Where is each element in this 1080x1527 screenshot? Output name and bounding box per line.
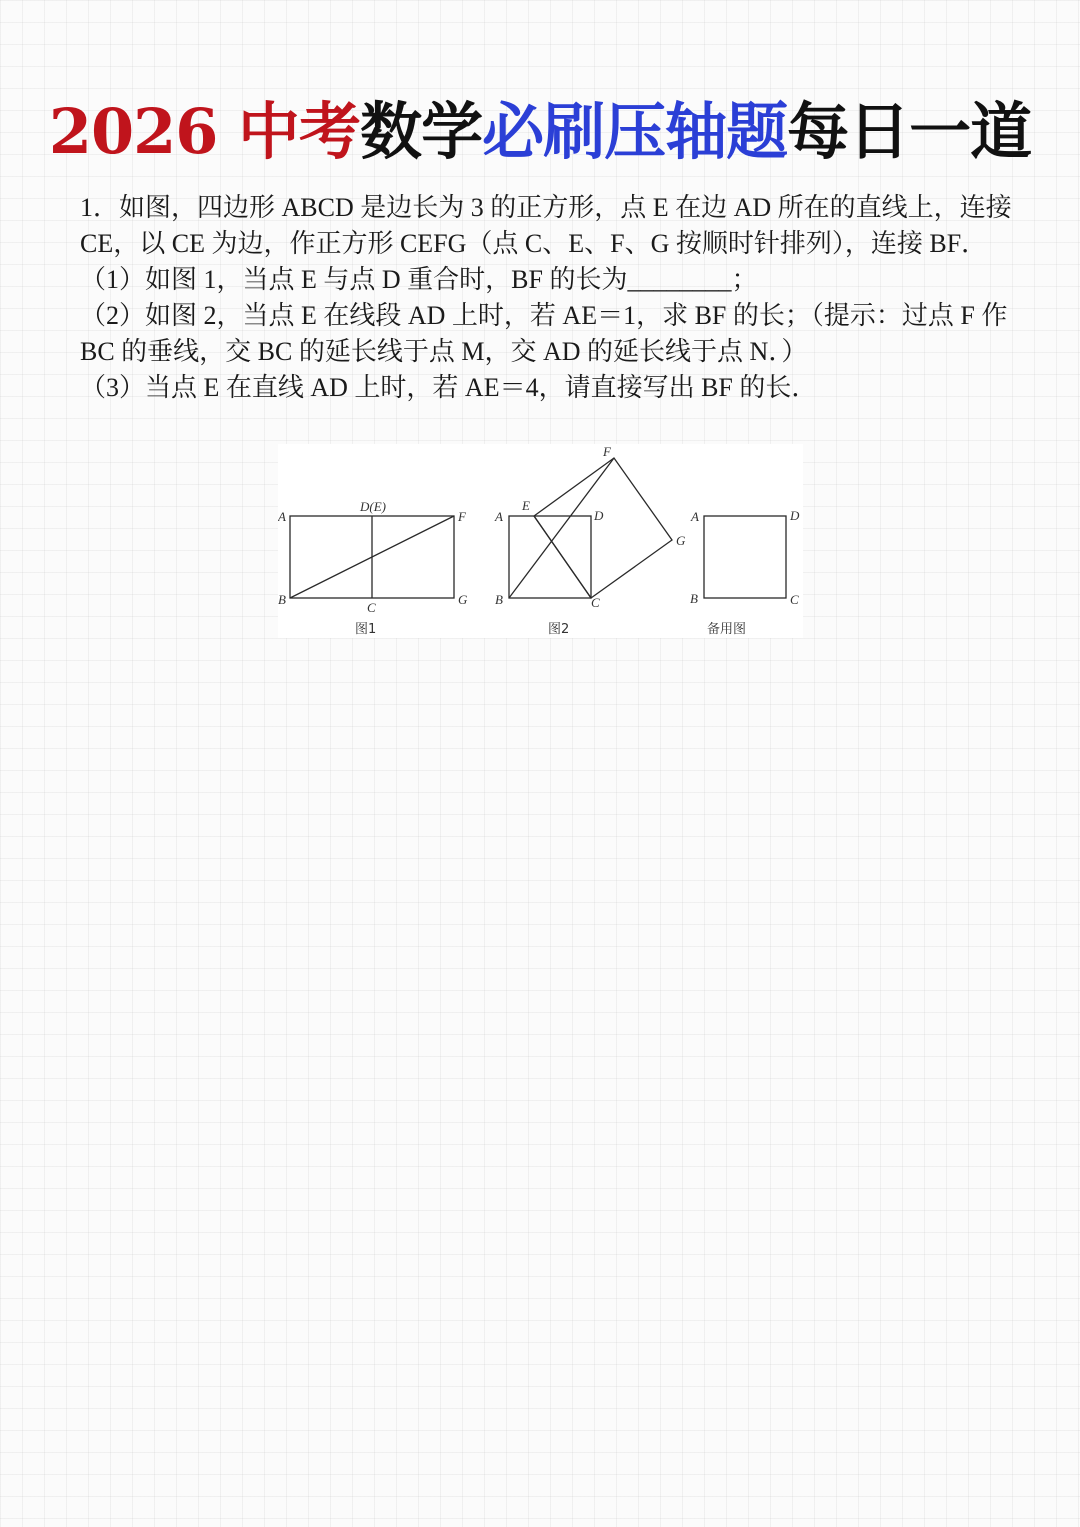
title-daily: 每日一道 [787,95,1032,168]
spare-figure-diagram [704,516,786,598]
fig3-label-b: B [690,591,698,606]
title-subject: 数学 [360,95,483,168]
fig2-label-d: D [594,508,604,523]
fig3-label-d: D [790,508,800,523]
fig2-label-e: E [522,498,530,513]
figure-2-diagram [509,458,672,598]
fig2-label-f: F [603,444,611,459]
fig2-square-cefg [534,458,672,598]
fig1-label-de: D(E) [360,499,386,514]
fig1-label-c: C [367,600,376,615]
title-highlight: 必刷压轴题 [482,95,788,168]
fig2-line-bf [509,458,614,598]
fig2-line-ec [534,516,591,598]
fig3-caption: 备用图 [707,622,747,637]
fig1-label-a: A [278,509,286,524]
fig2-label-b: B [495,592,503,607]
figures-svg [278,444,803,638]
figure-panel [278,444,803,638]
fig2-label-a: A [495,509,503,524]
problem-text [80,190,1015,406]
question-1: （1）如图 1，当点 E 与点 D 重合时，BF 的长为________； [80,265,758,294]
fig3-square [704,516,786,598]
fig2-label-c: C [591,595,600,610]
fig1-label-b: B [278,592,286,607]
fig2-square-abcd [509,516,591,598]
page-title [0,92,1080,172]
fig1-caption: 图1 [355,622,377,637]
question-3: （3）当点 E 在直线 AD 上时，若 AE＝4，请直接写出 BF 的长． [80,373,818,402]
fig2-label-g: G [676,533,686,548]
problem-intro: 1．如图，四边形 ABCD 是边长为 3 的正方形，点 E 在边 AD 所在的直线上，连接 CE，以 CE 为边，作正方形 CEFG（点 C、E、F、G 按顺时针排列），连接 BF． [80,193,1012,258]
title-year: 2026 [48,95,239,168]
fig1-label-f: F [458,509,466,524]
title-exam: 中考 [238,95,361,168]
figure-1-diagram [290,516,454,598]
fig2-caption: 图2 [548,622,570,637]
fig1-label-g: G [458,592,468,607]
question-2: （2）如图 2，当点 E 在线段 AD 上时，若 AE＝1，求 BF 的长；（提示：过点 F 作 BC 的垂线，交 BC 的延长线于点 M，交 AD 的延长线于点 N．） [80,301,1008,366]
fig3-label-c: C [790,592,799,607]
fig3-label-a: A [691,509,699,524]
